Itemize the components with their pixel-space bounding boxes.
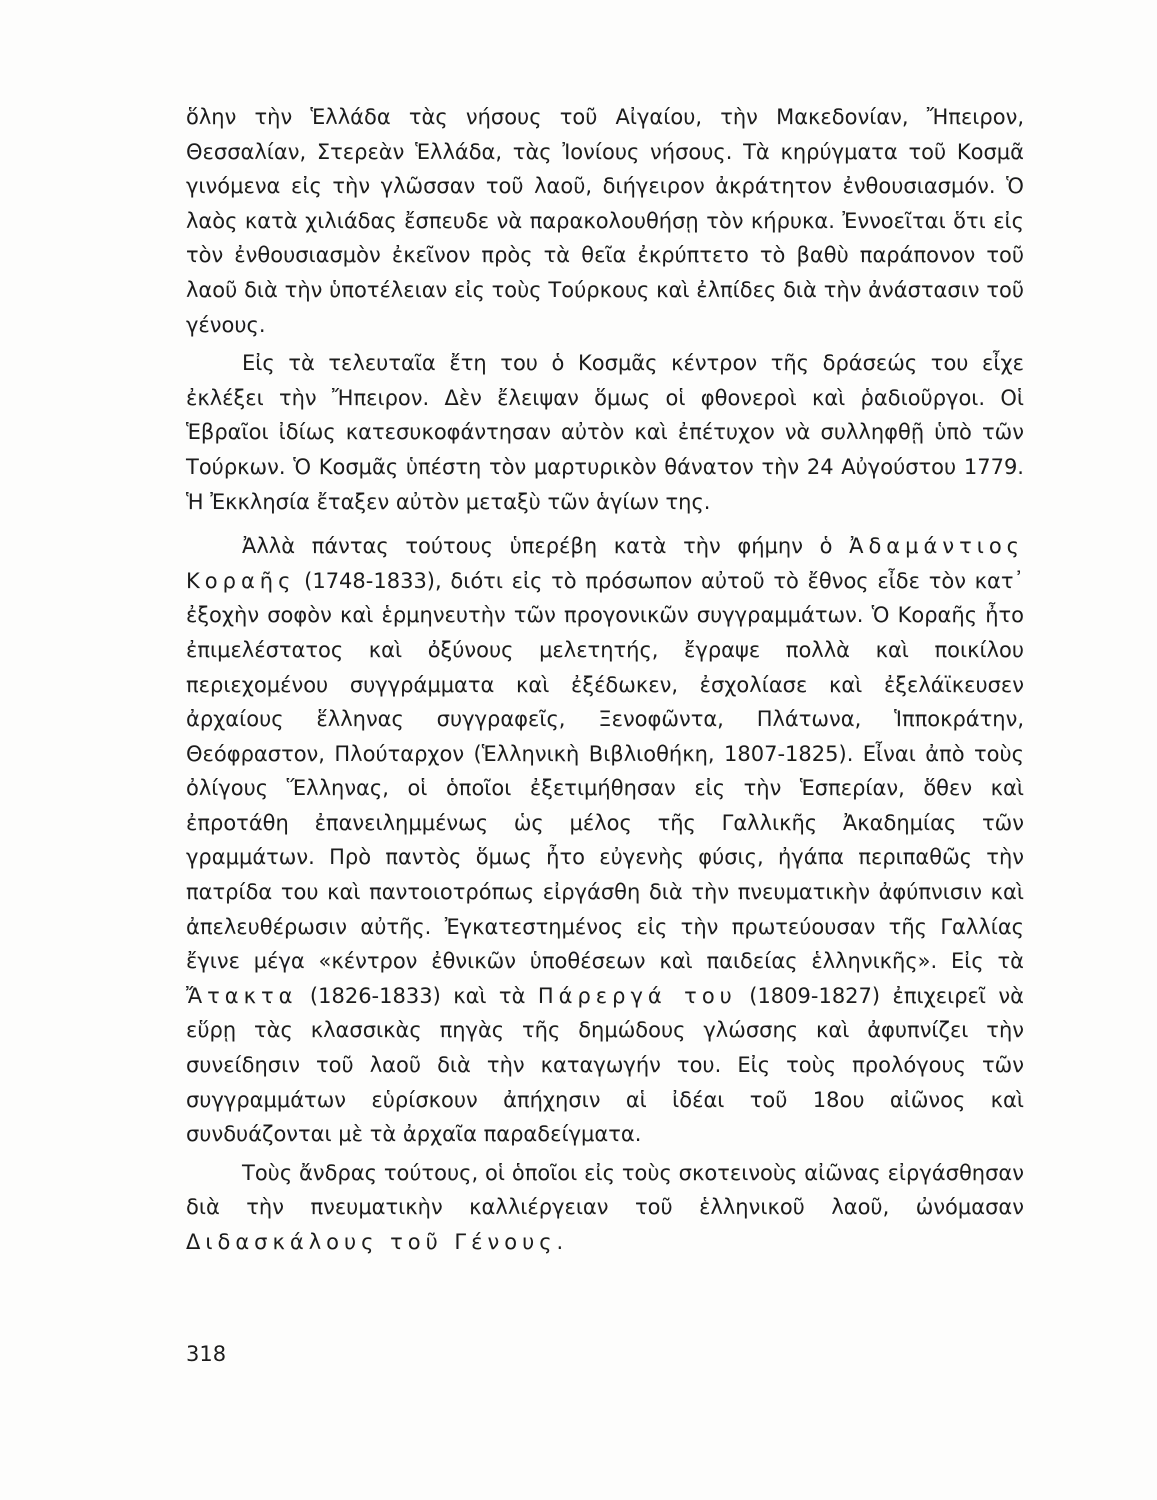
paragraph-1-text: ὅλην τὴν Ἑλλάδα τὰς νήσους τοῦ Αἰγαίου, τὴν Μακεδονίαν, Ἤπειρον, Θεσσαλίαν, Στερεὰν Ἑλλάδα, τὰς Ἰονίους νήσους. Τὰ κηρύγματα τοῦ Κοσμᾶ γινόμενα εἰς τὴν γλῶσσαν τοῦ λαοῦ, διήγειρον ἀκράτητον ἐνθουσιασμόν. Ὁ λαὸς κατὰ χιλιάδας ἔσπευδε νὰ παρακολουθήσῃ τὸν κήρυκα. Ἐννοεῖται ὅτι εἰς τὸν ἐνθουσιασμὸν ἐκεῖνον πρὸς τὰ θεῖα ἐκρύπτετο τὸ βαθὺ παράπονον τοῦ λαοῦ διὰ τὴν ὑποτέλειαν εἰς τοὺς Τούρκους καὶ ἐλπίδες διὰ τὴν ἀνάστασιν τοῦ γένους. [186, 105, 1024, 337]
name-korais: Ἀδαμάντιος Κοραῆς [186, 534, 1024, 593]
paragraph-3-text-c: (1826-1833) καὶ τὰ [297, 983, 538, 1008]
page-number: 318 [186, 1342, 227, 1366]
title-parerga: Πάρεργά του [537, 983, 737, 1008]
body-text [186, 100, 1024, 1260]
paragraph-2-text: Εἰς τὰ τελευταῖα ἔτη του ὁ Κοσμᾶς κέντρον τῆς δράσεώς του εἶχε ἐκλέξει τὴν Ἤπειρον. Δὲν ἔλειψαν ὅμως οἱ φθονεροὶ καὶ ῥαδιοῦργοι. Οἱ Ἑβραῖοι ἰδίως κατεσυκοφάντησαν αὐτὸν καὶ ἐπέτυχον νὰ συλληφθῇ ὑπὸ τῶν Τούρκων. Ὁ Κοσμᾶς ὑπέστη τὸν μαρτυρικὸν θάνατον τὴν 24 Αὐγούστου 1779. Ἡ Ἐκκλησία ἔταξεν αὐτὸν μεταξὺ τῶν ἁγίων της. [186, 351, 1024, 514]
paragraph-3-text-a: Ἀλλὰ πάντας τούτους ὑπερέβη κατὰ τὴν φήμην ὁ [242, 534, 850, 559]
paragraph-4 [186, 1156, 1024, 1260]
term-teachers-of-nation: Διδασκάλους τοῦ Γένους [186, 1230, 557, 1254]
paragraph-3-text-b: (1748-1833), διότι εἰς τὸ πρόσωπον αὐτοῦ τὸ ἔθνος εἶδε τὸν κατ᾽ ἐξοχὴν σοφὸν καὶ ἑρμηνευτὴν τῶν προγονικῶν συγγραμμάτων. Ὁ Κοραῆς ἦτο ἐπιμελέστατος καὶ ὀξύνους μελετητής, ἔγραψε πολλὰ καὶ ποικίλου περιεχομένου συγγράμματα καὶ ἐξέδωκεν, ἐσχολίασε καὶ ἐξελάϊκευσεν ἀρχαίους ἕλληνας συγγραφεῖς, Ξενοφῶντα, Πλάτωνα, Ἱπποκράτην, Θεόφραστον, Πλούταρχον (Ἑλληνικὴ Βιβλιοθήκη, 1807-1825). Εἶναι ἀπὸ τοὺς ὀλίγους Ἕλληνας, οἱ ὁποῖοι ἐξετιμήθησαν εἰς τὴν Ἑσπερίαν, ὅθεν καὶ ἐπροτάθη ἐπανειλημμένως ὡς μέλος τῆς Γαλλικῆς Ἀκαδημίας τῶν γραμμάτων. Πρὸ παντὸς ὅμως ἦτο εὐγενὴς φύσις, ἠγάπα περιπαθῶς τὴν πατρίδα του καὶ παντοιοτρόπως εἰργάσθη διὰ τὴν πνευματικὴν ἀφύπνισιν καὶ ἀπελευθέρωσιν αὐτῆς. Ἐγκατεστημένος εἰς τὴν πρωτεύουσαν τῆς Γαλλίας ἔγινε μέγα «κέντρον ἐθνικῶν ὑποθέσεων καὶ παιδείας ἑλληνικῆς». Εἰς τὰ [186, 568, 1024, 974]
paragraph-4-text-a: Τοὺς ἄνδρας τούτους, οἱ ὁποῖοι εἰς τοὺς σκοτεινοὺς αἰῶνας εἰργάσθησαν διὰ τὴν πνευματικὴν καλλιέργειαν τοῦ ἑλληνικοῦ λαοῦ, ὠνόμασαν [186, 1160, 1024, 1220]
paragraph-3-text-d: (1809-1827) ἐπιχειρεῖ νὰ εὕρῃ τὰς κλασσικὰς πηγὰς τῆς δημώδους γλώσσης καὶ ἀφυπνίζει τὴν συνείδησιν τοῦ λαοῦ διὰ τὴν καταγωγήν του. Εἰς τοὺς προλόγους τῶν συγγραμμάτων εὑρίσκουν ἀπήχησιν αἱ ἰδέαι τοῦ 18ου αἰῶνος καὶ συνδυάζονται μὲ τὰ ἀρχαῖα παραδείγματα. [186, 983, 1024, 1147]
paragraph-3 [186, 529, 1024, 1152]
paragraph-1 [186, 100, 1024, 342]
title-atakta: Ἄτακτα [186, 983, 298, 1008]
paragraph-4-text-b: . [556, 1230, 564, 1254]
paragraph-2 [186, 346, 1024, 519]
